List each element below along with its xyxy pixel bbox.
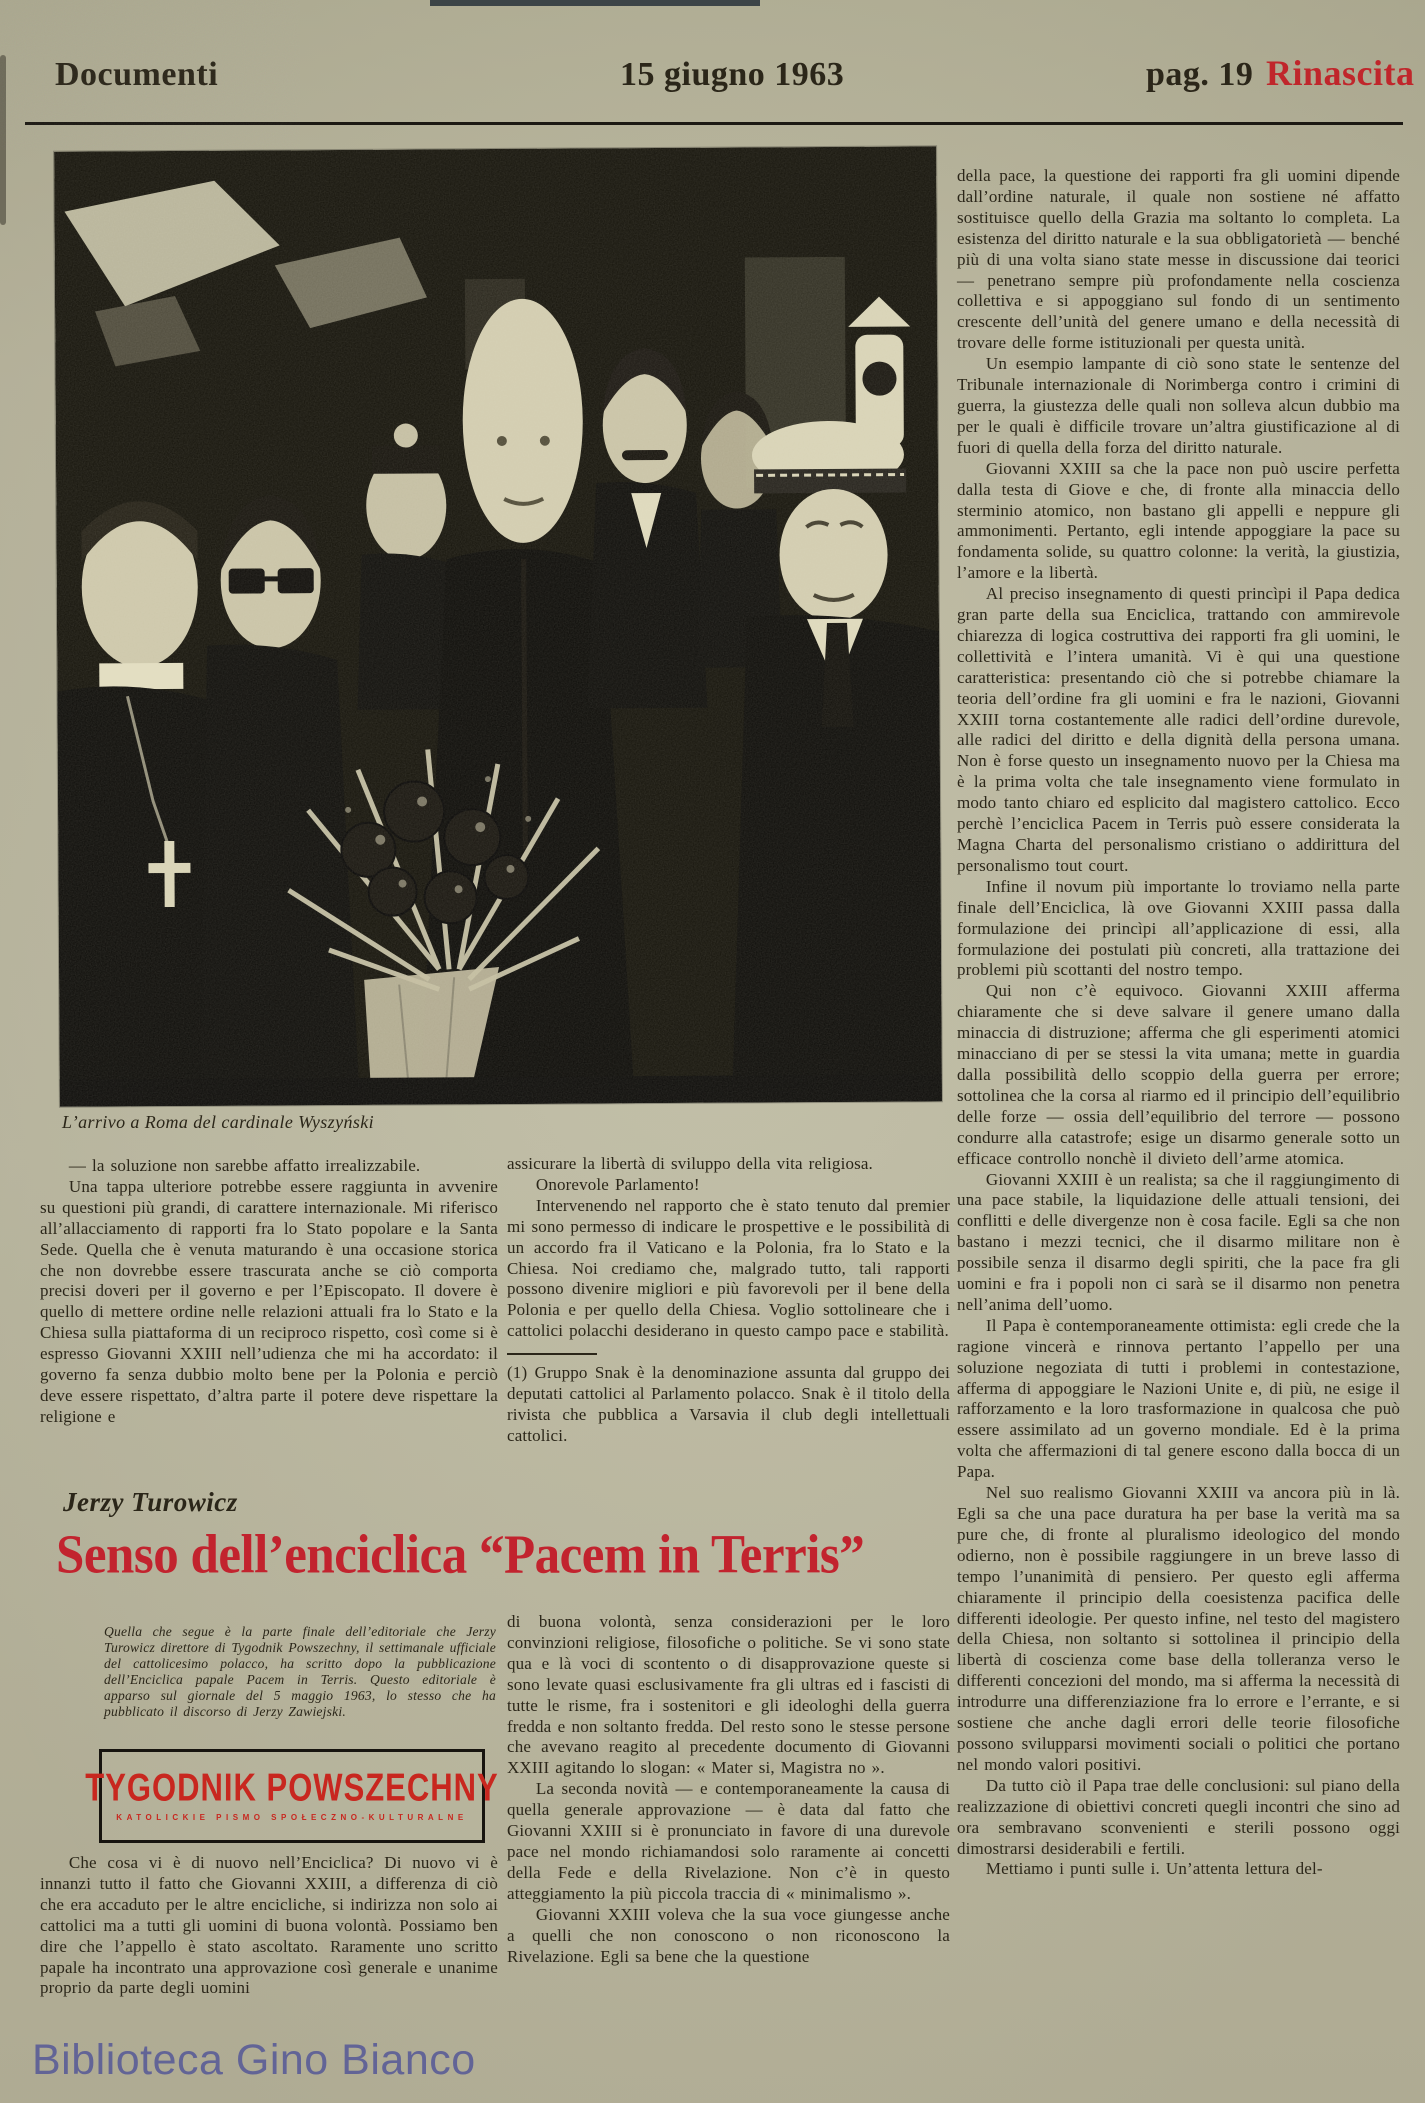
editorial-column-left xyxy=(40,1853,498,1999)
paragraph: Mettiamo i punti sulle i. Un’attenta lettura del- xyxy=(985,1859,1323,1879)
photo-caption: L’arrivo a Roma del cardinale Wyszyński xyxy=(62,1112,375,1132)
paragraph: Onorevole Parlamento! xyxy=(535,1174,700,1194)
scan-artifact-strip xyxy=(430,0,760,6)
issue-date: 15 giugno 1963 xyxy=(620,56,845,93)
press-photo xyxy=(54,146,942,1106)
editorial-headline: Senso dell’enciclica “Pacem in Terris” xyxy=(56,1525,865,1586)
press-photo-illustration xyxy=(54,146,942,1106)
header-rule xyxy=(25,122,1403,125)
paragraph: Giovanni XXIII sa che la pace non può uscire perfetta dalla testa di Giove e che, di fronte alla minaccia dello sterminio atomico, non bastano gli appelli e neppure gli ammonimenti. Pertanto, egli intende appoggiare la pace su fondamenta solide, su quattro colonne: la verità, la giustizia, l’amore e la libertà. xyxy=(957,458,1400,583)
speech-column-middle-text xyxy=(507,1154,950,1342)
paragraph: assicurare la libertà di sviluppo della vita religiosa. xyxy=(507,1154,873,1173)
paragraph: — la soluzione non sarebbe affatto irrealizzabile. xyxy=(68,1156,421,1175)
paragraph: di buona volontà, senza considerazioni per le loro convinzioni religiose, filosofiche o politiche. Se vi sono state qua e là voci di scontento o di disapprovazione queste si sono levate quasi esclusivamente fra gli ultras ed i fascisti di tutte le risme, fra i sostenitori e gli ideologhi della guerra fredda e non soltanto fredda. Del resto sono le stesse persone che avevano reagito al precedente documento di Giovanni XXIII agitando lo slogan: « Mater si, Magistra no ». xyxy=(507,1612,950,1778)
editorial-column-right xyxy=(957,166,1400,1880)
paragraph: Giovanni XXIII voleva che la sua voce giungesse anche a quelli che non conoscono o non riconoscono la Rivelazione. Egli sa bene che la questione xyxy=(507,1904,950,1966)
paragraph: Nel suo realismo Giovanni XXIII va ancora più in là. Egli sa che una pace duratura ha per base la verità ma sa pure che, di fronte al pluralismo ideologico del mondo odierno, non è possibile raggiungere in un breve lasso di tempo l’unanimità di pensiero. Per questo egli afferma chiaramente il principio della coesistenza pacifica delle differenti ideologie. Per questo infine, nel testo del magistero della Chiesa, non soltanto si sottolinea il principio della libertà di coscienza come base della tolleranza verso le differenti concezioni del mondo, ma si afferma la necessità di introdurre una differenziazione fra lo errore e l’errante, e si sostiene che anche dagli errori delle teorie filosofiche possono svilupparsi movimenti sociali o politici che portano nel mondo valori positivi. xyxy=(957,1483,1400,1774)
paragraph: Giovanni XXIII è un realista; sa che il raggiungimento di una pace stabile, la liquidazione delle attuali tensioni, dei conflitti e delle divergenze non è cosa facile. Egli sa che non bastano i mezzi tecnici, che il disarmo militare non è possibile senza il disarmo degli spiriti, che la pace fra gli uomini e fra i popoli non ci sarà se il disarmo non penetra nell’anima dell’uomo. xyxy=(957,1169,1400,1314)
scan-edge-smudge xyxy=(0,55,6,225)
paragraph: Infine il novum più importante lo troviamo nella parte finale dell’Enciclica, là ove Giovanni XXIII passa dalla formulazione dei princìpi all’applicazione di essi, alla formulazione dei postulati più concreti, alla trattazione dei problemi più scottanti del nostro tempo. xyxy=(957,876,1400,980)
paragraph: Che cosa vi è di nuovo nell’Enciclica? Di nuovo vi è innanzi tutto il fatto che Giovanni XXIII, a differenza di ciò che era accaduto per le altre encicliche, si indirizza non solo ai cattolici ma a tutti gli uomini di buona volontà. Possiamo ben dire che l’appello è stato ascoltato. Raramente uno scritto papale ha incontrato una approvazione così generale e unanime proprio da parte degli uomini xyxy=(40,1853,498,1998)
paragraph: Una tappa ulteriore potrebbe essere raggiunta in avvenire su questioni più grandi, di carattere internazionale. Mi riferisco all’allacciamento di rapporti fra lo Stato popolare e la Santa Sede. Quella che è venuta maturando è una occasione storica che non dovrebbe essere trascurata anche se ciò comporta precisi doveri per il governo e per l’Episcopato. Il dovere è quello di mettere ordine nelle relazioni attuali fra lo Stato e la Chiesa sulla piattaforma di un reciproco rispetto, così come si è espresso Giovanni XXIII nell’udienza che mi ha accordato: il governo fa senza dubbio molto bene per la Polonia e perciò deve essere rispettato, d’altra parte il potere deve rispettare la religione e xyxy=(40,1176,498,1426)
paragraph: Al preciso insegnamento di questi princìpi il Papa dedica gran parte della sua Enciclica, trattando con ammirevole chiarezza di logica costruttiva dei rapporti fra gli uomini, le collettività e l’intera umanità. Vi è qui una questione caratteristica: presentando ciò che si potrebbe chiamare la teoria dell’ordine fra gli uomini e fra le nazioni, Giovanni XXIII torna costantemente alle radici dell’ordine durevole, alle radici del diritto e della dignità della persona umana. Non è forse questo un insegnamento nuovo per la Chiesa ma è la prima volta che tale insegnamento viene formulato in modo tanto chiaro ed esplicito dal magistero cattolico. Ecco perchè l’enciclica Pacem in Terris può essere considerata la Magna Charta del personalismo cristiano o addirittura del personalismo tout court. xyxy=(957,584,1400,875)
paragraph: Intervenendo nel rapporto che è stato tenuto dal premier mi sono permesso di indicare le prospettive e le possibilità di un accordo fra il Vaticano e la Polonia, fra lo Stato e la Chiesa. Noi crediamo che, malgrado tutto, tali rapporti possono divenire migliori e più favorevoli per il bene della Polonia e per quello della Chiesa. Voglio sottolineare che i cattolici polacchi desiderano in questo campo pace e stabilità. xyxy=(507,1195,950,1341)
tygodnik-powszechny-logo xyxy=(85,1749,499,1843)
paragraph: Il Papa è contemporaneamente ottimista: egli crede che la ragione vincerà e rinnova pertanto l’appello per una soluzione negoziata di tutti i problemi in contestazione, afferma di appoggiare le Nazioni Unite e, di più, ne esige il rafforzamento e la loro trasformazione in qualcosa che può essere assimilato ad un governo mondiale. Ed è la prima volta che affermazioni di tal genere escono dalla bocca di un Papa. xyxy=(957,1315,1400,1482)
footnote: (1) Gruppo Snak è la denominazione assunta dal gruppo dei deputati cattolici al Parlamento polacco. Snak è il titolo della rivista che pubblica a Varsavia il club degli intellettuali cattolici. xyxy=(507,1363,950,1445)
masthead-logo: Rinascita xyxy=(1266,53,1415,93)
logo-subtitle: KATOLICKIE PISMO SPOŁECZNO-KULTURALNE xyxy=(116,1813,468,1822)
paragraph: La seconda novità — e contemporaneamente la causa di quella generale approvazione — è data dal fatto che Giovanni XXIII si è pronunciato in favore di una durevole pace nel mondo richiamandosi solo raramente ai concetti della Fede e della Rivelazione. Non c’è in questo atteggiamento la più piccola traccia di « minimalismo ». xyxy=(507,1779,950,1903)
paragraph: della pace, la questione dei rapporti fra gli uomini dipende dall’ordine naturale, il quale non sostiene né affatto sostituisce quello della Grazia ma soltanto lo completa. La esistenza del diritto naturale e la sua obbligatorietà — benché più di una volta siano state messe in discussione dai teorici — penetrano sempre più profondamente nella coscienza collettiva e si appoggiano sul fondo di un sentimento crescente dell’unità del genere umano e della necessità di trovare delle forme istituzionali per questa unità. xyxy=(957,166,1400,353)
paragraph: Un esempio lampante di ciò sono state le sentenze del Tribunale internazionale di Norimberga contro i crimini di guerra, la giustezza delle quali non solleva alcun dubbio ma per le quali è difficile trovare un’altra giustificazione al di fuori di quella della forza del diritto naturale. xyxy=(957,354,1400,457)
editorial-author: Jerzy Turowicz xyxy=(63,1487,238,1517)
speech-column-left xyxy=(40,1156,498,1428)
editorial-standfirst: Quella che segue è la parte finale dell’editoriale che Jerzy Turowicz direttore di Tygodnik Powszechny, il settimanale ufficiale del cattolicesimo polacco, ha scritto dopo la pubblicazione dell’Enciclica papale Pacem in Terris. Questo editoriale è apparso sul giornale del 5 maggio 1963, lo stesso che ha pubblicato il discorso di Jerzy Zawiejski. xyxy=(104,1624,496,1719)
library-watermark: Biblioteca Gino Bianco xyxy=(32,2036,476,2084)
footnote-rule xyxy=(507,1353,597,1355)
logo-title: TYGODNIK POWSZECHNY xyxy=(85,1765,499,1810)
paragraph: Da tutto ciò il Papa trae delle conclusioni: sul piano della realizzazione di obiettivi concreti quegli incontri che sino ad ora sembravano sconvenienti e sterili possono oggi dimostrarsi desiderabili e fertili. xyxy=(957,1775,1400,1858)
editorial-column-middle xyxy=(507,1612,950,1967)
speech-column-middle xyxy=(507,1154,950,1447)
paragraph: Qui non c’è equivoco. Giovanni XXIII afferma chiaramente che si deve salvare il genere umano dalla minaccia di distruzione; afferma che gli esperimenti atomici minacciano di per se stessi la vita umana; mette in guardia dalla possibilità dello scoppio della guerra per errore; sottolinea che la corsa al riarmo ed il principio dell’equilibrio delle forze — ossia dell’equilibrio del terrore — possono condurre alla catastrofe; esige un disarmo generale sotto un efficace controllo nonchè il divieto dell’arme atomica. xyxy=(957,981,1400,1168)
section-title: Documenti xyxy=(55,56,219,93)
page-number: pag. 19 xyxy=(1146,56,1254,93)
